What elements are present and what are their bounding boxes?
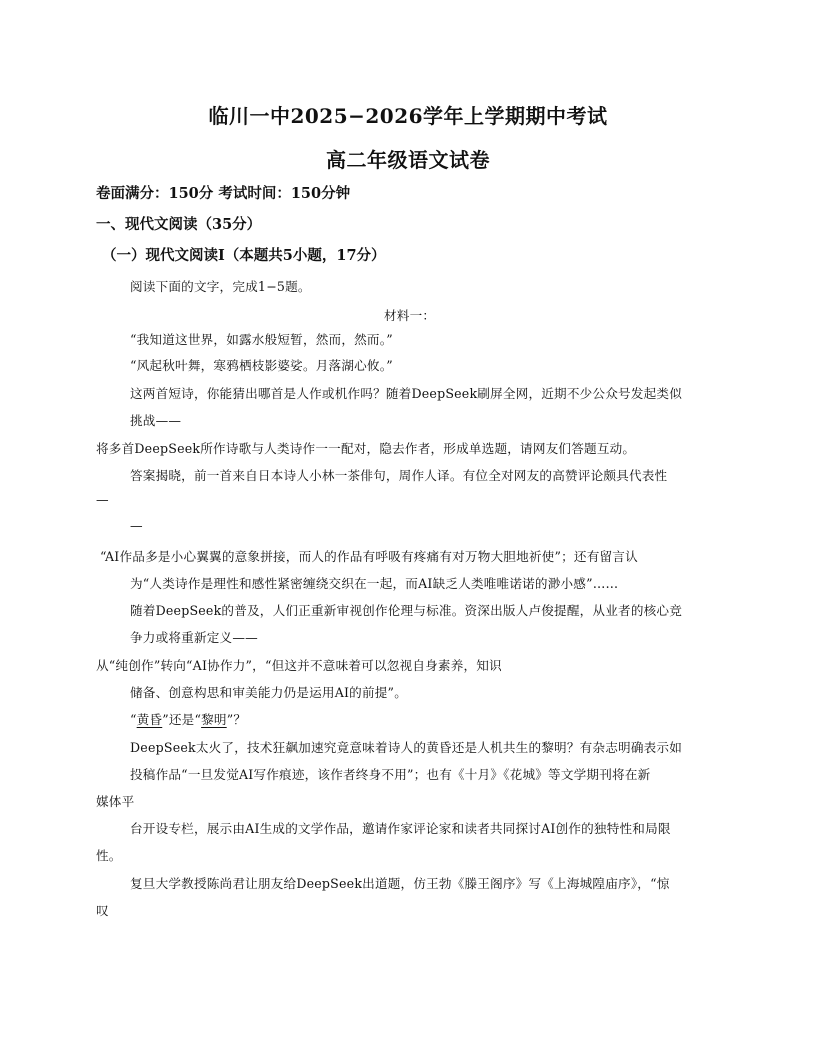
paragraph-line: 答案揭晓，前一首来自日本诗人小林一茶俳句，周作人译。有位全对网友的高赞评论颇具代表性 xyxy=(130,468,668,483)
paragraph-line: 从“纯创作”转向“AI协作力”，“但这并不意味着可以忽视自身素养，知识 xyxy=(96,658,502,673)
paragraph-line: 性。 xyxy=(96,848,122,863)
section-heading: 一、现代文阅读（35分） xyxy=(96,216,262,233)
sub-heading-question: “黄昏”还是“黎明”？ xyxy=(130,712,247,727)
paragraph-line: DeepSeek太火了，技术狂飙加速究竟意味着诗人的黄昏还是人机共生的黎明？有杂志明确表示如 xyxy=(130,740,682,755)
paragraph-line: 台开设专栏，展示由AI生成的文学作品，邀请作家评论家和读者共同探讨AI创作的独特性和局限 xyxy=(130,821,671,836)
paragraph-line: 储备、创意构思和审美能力仍是运用AI的前提”。 xyxy=(130,685,407,700)
paragraph-line: 将多首DeepSeek所作诗歌与人类诗作一一配对，隐去作者，形成单选题，请网友们答题互动。 xyxy=(96,441,636,456)
paragraph-line: 这两首短诗，你能猜出哪首是人作或机作吗？随着DeepSeek刷屏全网，近期不少公众号发起类似 xyxy=(130,386,682,401)
paragraph-line: 复旦大学教授陈尚君让朋友给DeepSeek出道题，仿王勃《滕王阁序》写《上海城隍庙序》，“惊 xyxy=(130,876,670,891)
paragraph-line: 媒体平 xyxy=(96,794,135,809)
sub-section-heading: （一）现代文阅读Ⅰ（本题共5小题，17分） xyxy=(102,247,386,264)
paragraph-line: “AI作品多是小心翼翼的意象拼接，而人的作品有呼吸有疼痛有对万物大胆地祈使”；还有留言认 xyxy=(100,549,638,564)
paragraph-line: 争力或将重新定义—— xyxy=(130,630,258,645)
paragraph-line: 挑战—— xyxy=(130,413,182,428)
poem-line: “风起秋叶舞，寒鸦栖枝影婆娑。月落湖心攸。” xyxy=(130,358,393,373)
dash-fragment: — xyxy=(96,492,109,507)
paragraph-line: 投稿作品“一旦发觉AI写作痕迹，该作者终身不用”；也有《十月》《花城》等文学期刊将在新 xyxy=(130,767,651,782)
paragraph-line: 叹 xyxy=(96,903,109,918)
poem-line: “我知道这世界，如露水般短暂，然而，然而。” xyxy=(130,332,393,347)
exam-title: 临川一中2025−2026学年上学期期中考试 xyxy=(208,104,608,128)
dash-fragment: — xyxy=(130,518,143,533)
paragraph-line: 随着DeepSeek的普及，人们正重新审视创作伦理与标准。资深出版人卢俊提醒，从业者的核心竞 xyxy=(130,603,682,618)
underlined-term: 黎明 xyxy=(201,712,227,727)
material-label: 材料一： xyxy=(384,308,436,323)
exam-info: 卷面满分：150分 考试时间：150分钟 xyxy=(96,185,351,202)
exam-subtitle: 高二年级语文试卷 xyxy=(326,148,490,172)
paragraph-line: 为“人类诗作是理性和感性紧密缠绕交织在一起，而AI缺乏人类唯唯诺诺的渺小感”…… xyxy=(130,576,619,591)
underlined-term: 黄昏 xyxy=(136,712,163,727)
instruction-text: 阅读下面的文字，完成1−5题。 xyxy=(130,279,311,294)
